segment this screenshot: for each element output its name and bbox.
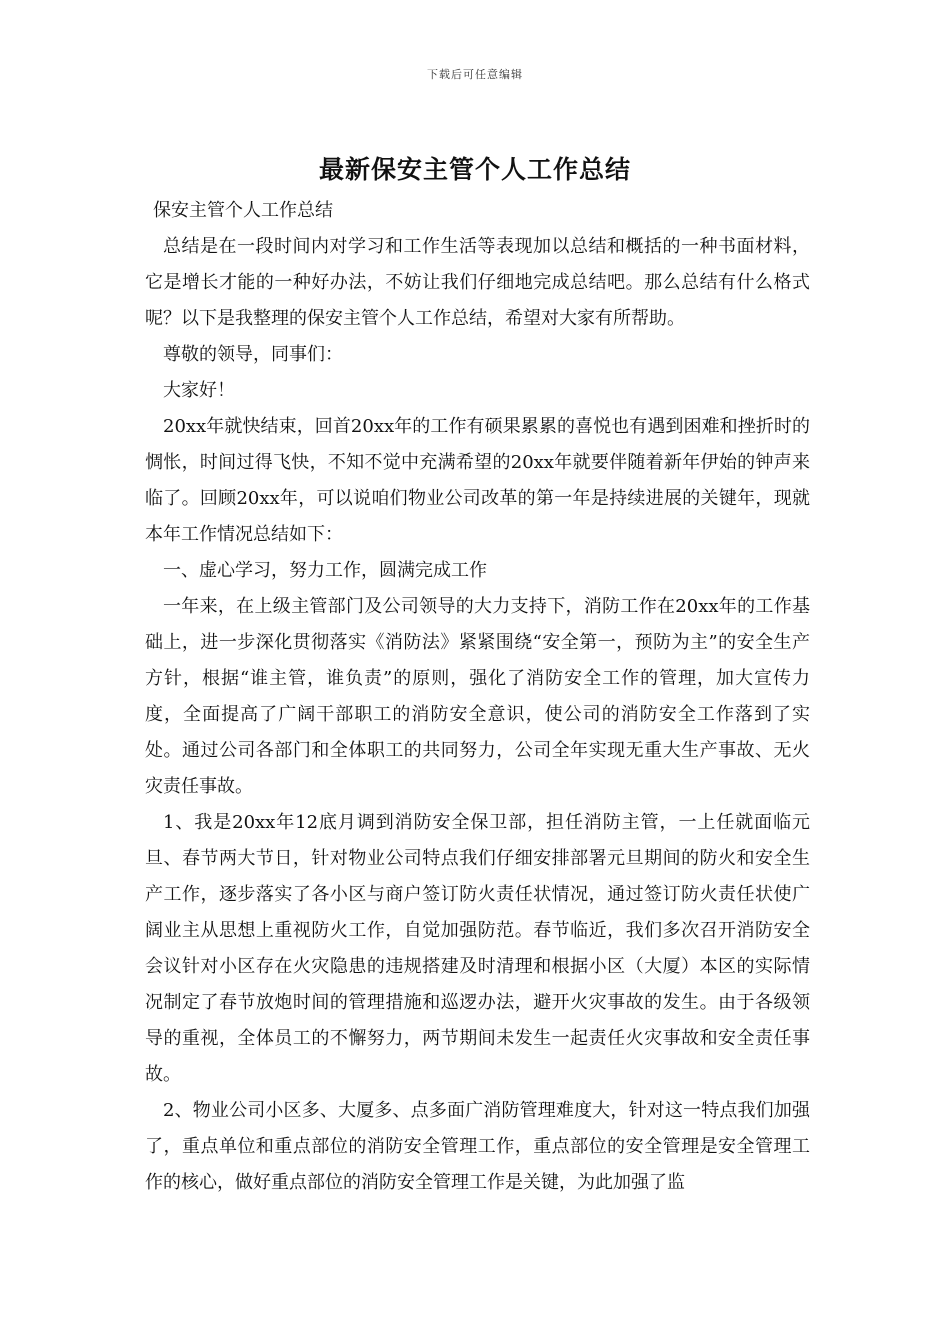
paragraph-year-review: 20xx年就快结束，回首20xx年的工作有硕果累累的喜悦也有遇到困难和挫折时的惆怅，时间过得飞快，不知不觉中充满希望的20xx年就要伴随着新年伊始的钟声来临了。回顾20xx年，可以说咱们物业公司改革的第一年是持续进展的关键年，现就本年工作情况总结如下： [145,416,810,545]
paragraph-item-1: 1、我是20xx年12底月调到消防安全保卫部，担任消防主管，一上任就面临元旦、春节两大节日，针对物业公司特点我们仔细安排部署元旦期间的防火和安全生产工作，逐步落实了各小区与商户签订防火责任状情况，通过签订防火责任状使广阔业主从思想上重视防火工作，自觉加强防范。春节临近，我们多次召开消防安全会议针对小区存在火灾隐患的违规搭建及时清理和根据小区（大厦）本区的实际情况制定了春节放炮时间的管理措施和巡逻办法，避开火灾事故的发生。由于各级领导的重视，全体员工的不懈努力，两节期间未发生一起责任火灾事故和安全责任事故。 [145,812,810,1085]
paragraph-item-2: 2、物业公司小区多、大厦多、点多面广消防管理难度大，针对这一特点我们加强了，重点单位和重点部位的消防安全管理工作，重点部位的安全管理是安全管理工作的核心，做好重点部位的消防安全管理工作是关键，为此加强了监 [145,1100,810,1193]
paragraph-intro: 总结是在一段时间内对学习和工作生活等表现加以总结和概括的一种书面材料，它是增长才能的一种好办法，不妨让我们仔细地完成总结吧。那么总结有什么格式呢？以下是我整理的保安主管个人工作总结，希望对大家有所帮助。 [145,236,810,329]
page-header-note: 下载后可任意编辑 [427,68,523,81]
document-title: 最新保安主管个人工作总结 [318,155,631,184]
paragraph-greeting: 大家好！ [163,380,235,401]
paragraph-fire-safety: 一年来，在上级主管部门及公司领导的大力支持下，消防工作在20xx年的工作基础上，进一步深化贯彻落实《消防法》紧紧围绕“安全第一，预防为主”的安全生产方针，根据“谁主管，谁负责”的原则，强化了消防安全工作的管理，加大宣传力度，全面提高了广阔干部职工的消防安全意识，使公司的消防安全工作落到了实处。通过公司各部门和全体职工的共同努力，公司全年实现无重大生产事故、无火灾责任事故。 [145,596,810,797]
section-heading-1: 一、虚心学习，努力工作，圆满完成工作 [163,560,487,581]
document-subtitle: 保安主管个人工作总结 [153,200,333,221]
document-body [145,193,810,1201]
paragraph-salutation: 尊敬的领导，同事们： [163,344,343,365]
